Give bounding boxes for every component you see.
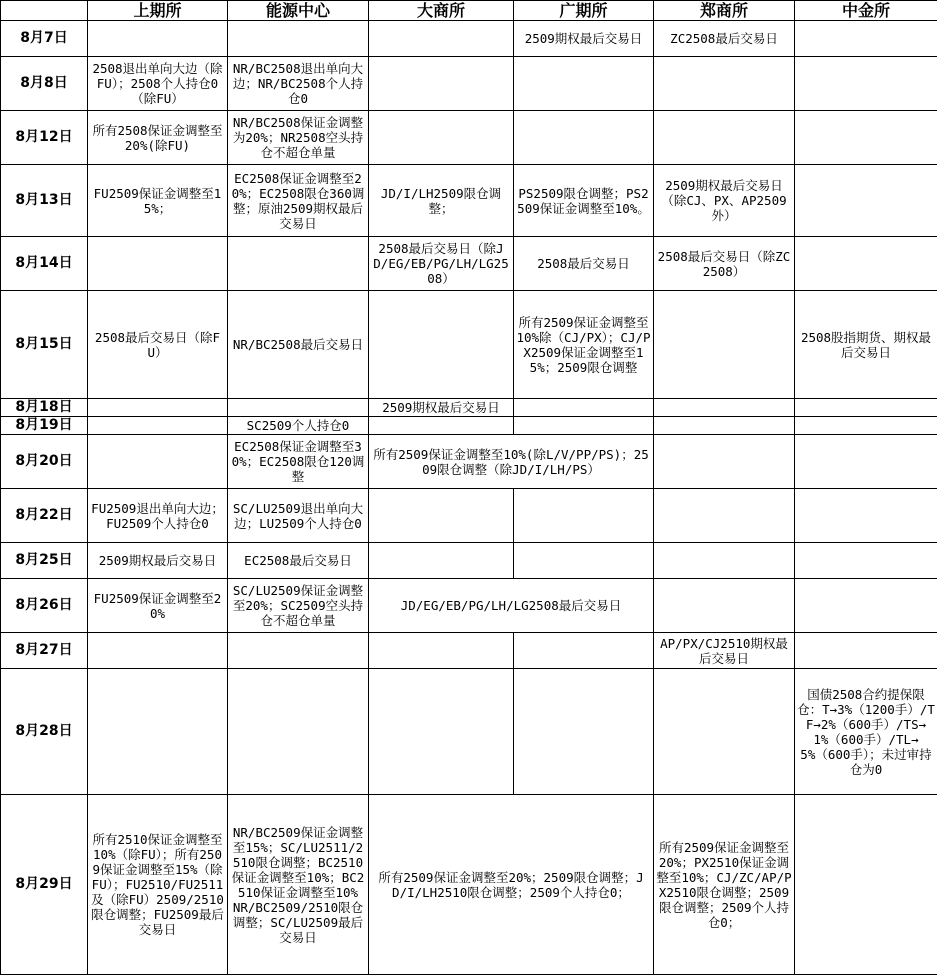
cell-dce [369,21,514,57]
cell-dce [369,633,514,669]
cell-ine [228,669,369,795]
cell-gfex [514,399,654,417]
row-date: 8月29日 [1,795,88,975]
table-row [1,669,937,795]
cell-shfe [88,633,228,669]
cell-ine: NR/BC2508退出单向大边；NR/BC2508个人持仓0 [228,57,369,111]
row-date: 8月22日 [1,489,88,543]
header-gfex: 广期所 [514,1,654,21]
cell-ine: NR/BC2509保证金调整至15%；SC/LU2511/2510限仓调整；BC2510保证金调整至10%；BC2510保证金调整至10% NR/BC2509/2510限仓调整；SC/LU2509最后交易日 [228,795,369,975]
table-row [1,543,937,579]
header-czce: 郑商所 [654,1,795,21]
cell-czce [654,399,795,417]
table-row [1,795,937,975]
cell-czce [654,111,795,165]
cell-gfex [514,633,654,669]
cell-cffex: 2508股指期货、期权最后交易日 [795,291,937,399]
table-row [1,291,937,399]
row-date: 8月25日 [1,543,88,579]
cell-cffex [795,579,937,633]
cell-shfe: 所有2510保证金调整至10%（除FU）；所有2509保证金调整至15%（除FU）；FU2510/FU2511及（除FU）2509/2510限仓调整；FU2509最后交易日 [88,795,228,975]
cell-dce-gfex-merged: 所有2509保证金调整至10%(除L/V/PP/PS)；2509限仓调整（除JD/I/LH/PS） [369,435,654,489]
cell-ine: SC/LU2509退出单向大边；LU2509个人持仓0 [228,489,369,543]
cell-shfe: 所有2508保证金调整至20%(除FU) [88,111,228,165]
row-date: 8月14日 [1,237,88,291]
cell-shfe: FU2509退出单向大边；FU2509个人持仓0 [88,489,228,543]
cell-czce [654,57,795,111]
row-date: 8月28日 [1,669,88,795]
cell-ine: EC2508保证金调整至20%；EC2508限仓360调整；原油2509期权最后交易日 [228,165,369,237]
cell-gfex: 2509期权最后交易日 [514,21,654,57]
header-dce: 大商所 [369,1,514,21]
header-ine: 能源中心 [228,1,369,21]
cell-cffex [795,57,937,111]
cell-czce: AP/PX/CJ2510期权最后交易日 [654,633,795,669]
table-row [1,417,937,435]
cell-gfex [514,543,654,579]
cell-ine [228,237,369,291]
cell-cffex [795,399,937,417]
cell-gfex [514,489,654,543]
row-date: 8月18日 [1,399,88,417]
cell-ine: NR/BC2508保证金调整为20%；NR2508空头持仓不超仓单量 [228,111,369,165]
table-row [1,111,937,165]
cell-cffex [795,21,937,57]
cell-czce [654,669,795,795]
table-row [1,633,937,669]
cell-gfex: 所有2509保证金调整至10%除（CJ/PX）；CJ/PX2509保证金调整至15%；2509限仓调整 [514,291,654,399]
cell-dce [369,543,514,579]
cell-czce [654,543,795,579]
cell-shfe: FU2509保证金调整至15%； [88,165,228,237]
row-date: 8月13日 [1,165,88,237]
table-row [1,435,937,489]
cell-dce [369,417,514,435]
cell-dce: JD/I/LH2509限仓调整； [369,165,514,237]
cell-dce [369,489,514,543]
cell-ine: SC2509个人持仓0 [228,417,369,435]
cell-cffex [795,435,937,489]
cell-cffex [795,111,937,165]
cell-shfe: 2508退出单向大边（除FU）；2508个人持仓0（除FU） [88,57,228,111]
cell-ine [228,633,369,669]
cell-shfe [88,237,228,291]
cell-ine: EC2508最后交易日 [228,543,369,579]
cell-shfe: 2508最后交易日（除FU） [88,291,228,399]
table-row [1,579,937,633]
cell-ine: SC/LU2509保证金调整至20%；SC2509空头持仓不超仓单量 [228,579,369,633]
cell-czce [654,291,795,399]
cell-gfex [514,111,654,165]
cell-cffex [795,417,937,435]
cell-ine: EC2508保证金调整至30%；EC2508限仓120调整 [228,435,369,489]
cell-czce [654,579,795,633]
cell-czce: 所有2509保证金调整至20%；PX2510保证金调整至10%；CJ/ZC/AP/PX2510限仓调整；2509限仓调整；2509个人持仓0； [654,795,795,975]
header-shfe: 上期所 [88,1,228,21]
cell-dce: 2509期权最后交易日 [369,399,514,417]
cell-dce [369,291,514,399]
cell-ine [228,399,369,417]
cell-shfe [88,21,228,57]
header-corner [1,1,88,21]
cell-shfe [88,417,228,435]
cell-cffex [795,633,937,669]
cell-shfe [88,669,228,795]
cell-dce-gfex-merged: 所有2509保证金调整至20%；2509限仓调整；JD/I/LH2510限仓调整；2509个人持仓0； [369,795,654,975]
row-date: 8月19日 [1,417,88,435]
cell-dce [369,669,514,795]
cell-shfe [88,399,228,417]
cell-cffex [795,237,937,291]
row-date: 8月20日 [1,435,88,489]
cell-cffex: 国债2508合约提保限仓：T→3%（1200手）/TF→2%（600手）/TS→1%（600手）/TL→5%（600手）；未过审持仓为0 [795,669,937,795]
row-date: 8月12日 [1,111,88,165]
cell-czce: ZC2508最后交易日 [654,21,795,57]
row-date: 8月8日 [1,57,88,111]
cell-ine: NR/BC2508最后交易日 [228,291,369,399]
table-row [1,399,937,417]
cell-dce [369,111,514,165]
header-row [1,1,937,21]
cell-gfex [514,417,654,435]
row-date: 8月7日 [1,21,88,57]
cell-cffex [795,165,937,237]
row-date: 8月26日 [1,579,88,633]
cell-czce [654,417,795,435]
cell-gfex [514,57,654,111]
row-date: 8月27日 [1,633,88,669]
table-row [1,237,937,291]
cell-gfex [514,669,654,795]
table-row [1,165,937,237]
cell-czce [654,435,795,489]
cell-gfex: 2508最后交易日 [514,237,654,291]
cell-cffex [795,543,937,579]
cell-shfe: 2509期权最后交易日 [88,543,228,579]
cell-shfe: FU2509保证金调整至20% [88,579,228,633]
header-cffex: 中金所 [795,1,937,21]
table-row [1,21,937,57]
cell-ine [228,21,369,57]
cell-czce [654,489,795,543]
cell-gfex: PS2509限仓调整；PS2509保证金调整至10%。 [514,165,654,237]
cell-dce: 2508最后交易日（除JD/EG/EB/PG/LH/LG2508） [369,237,514,291]
table-row [1,489,937,543]
cell-cffex [795,489,937,543]
cell-czce: 2509期权最后交易日（除CJ、PX、AP2509外） [654,165,795,237]
cell-shfe [88,435,228,489]
table-row [1,57,937,111]
cell-dce [369,57,514,111]
cell-czce: 2508最后交易日（除ZC2508） [654,237,795,291]
row-date: 8月15日 [1,291,88,399]
cell-cffex [795,795,937,975]
cell-dce-gfex-merged: JD/EG/EB/PG/LH/LG2508最后交易日 [369,579,654,633]
